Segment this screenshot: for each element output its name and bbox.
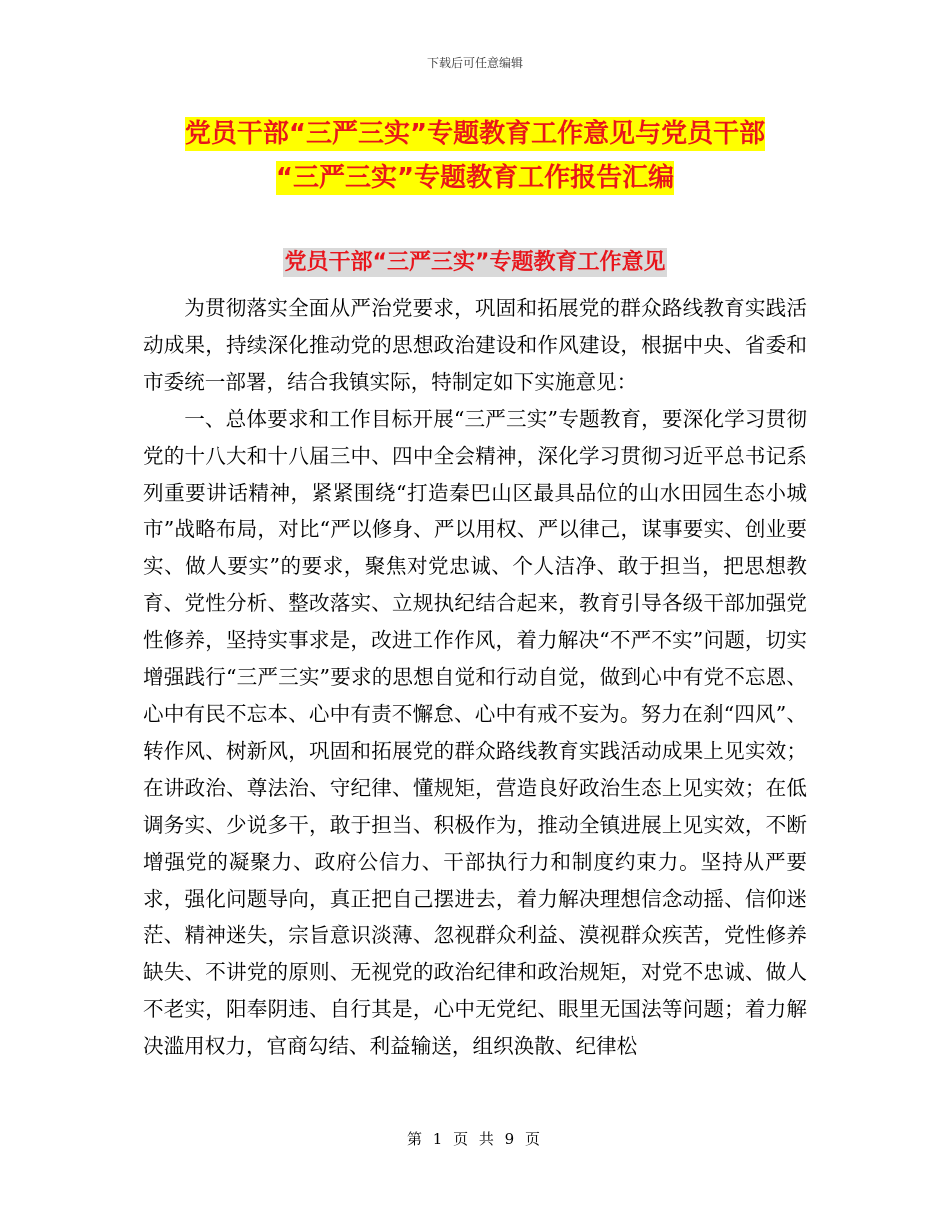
title-line-1-text: 党员干部“三严三实”专题教育工作意见与党员干部: [184, 119, 766, 149]
section-title-text: 党员干部“三严三实”专题教育工作意见: [284, 250, 666, 275]
section-title: [0, 246, 950, 280]
paragraph-general-requirements: 一、总体要求和工作目标开展“三严三实”专题教育，要深化学习贯彻党的十八大和十八届三中、四中全会精神，深化学习贯彻习近平总书记系列重要讲话精神，紧紧围绕“打造秦巴山区最具品位的山水田园生态小城市”战略布局，对比“严以修身、严以用权、严以律己，谋事要实、创业要实、做人要实”的要求，聚焦对党忠诚、个人洁净、敢于担当，把思想教育、党性分析、整改落实、立规执纪结合起来，教育引导各级干部加强党性修养，坚持实事求是，改进工作作风，着力解决“不严不实”问题，切实增强践行“三严三实”要求的思想自觉和行动自觉，做到心中有党不忘恩、心中有民不忘本、心中有责不懈怠、心中有戒不妄为。努力在刹“四风”、转作风、树新风，巩固和拓展党的群众路线教育实践活动成果上见实效；在讲政治、尊法治、守纪律、懂规矩，营造良好政治生态上见实效；在低调务实、少说多干，敢于担当、积极作为，推动全镇进展上见实效，不断增强党的凝聚力、政府公信力、干部执行力和制度约束力。坚持从严要求，强化问题导向，真正把自己摆进去，着力解决理想信念动摇、信仰迷茫、精神迷失，宗旨意识淡薄、忽视群众利益、漠视群众疾苦，党性修养缺失、不讲党的原则、无视党的政治纪律和政治规矩，对党不忠诚、做人不老实，阳奉阴违、自行其是，心中无党纪、眼里无国法等问题；着力解决滥用权力，官商勾结、利益输送，组织涣散、纪律松: [143, 406, 807, 1059]
document-title: [0, 112, 950, 200]
title-line-2-text: “三严三实”专题教育工作报告汇编: [275, 163, 675, 193]
paragraph-intro: 为贯彻落实全面从严治党要求，巩固和拓展党的群众路线教育实践活动成果，持续深化推动党的思想政治建设和作风建设，根据中央、省委和市委统一部署，结合我镇实际，特制定如下实施意见：: [143, 296, 807, 394]
document-title-line-2: [0, 156, 950, 200]
page-footer: 第 1 页 共 9 页: [407, 1130, 543, 1148]
header-note: 下载后可任意编辑: [426, 56, 523, 70]
document-body: [143, 290, 807, 1065]
document-title-line-1: [0, 112, 950, 156]
